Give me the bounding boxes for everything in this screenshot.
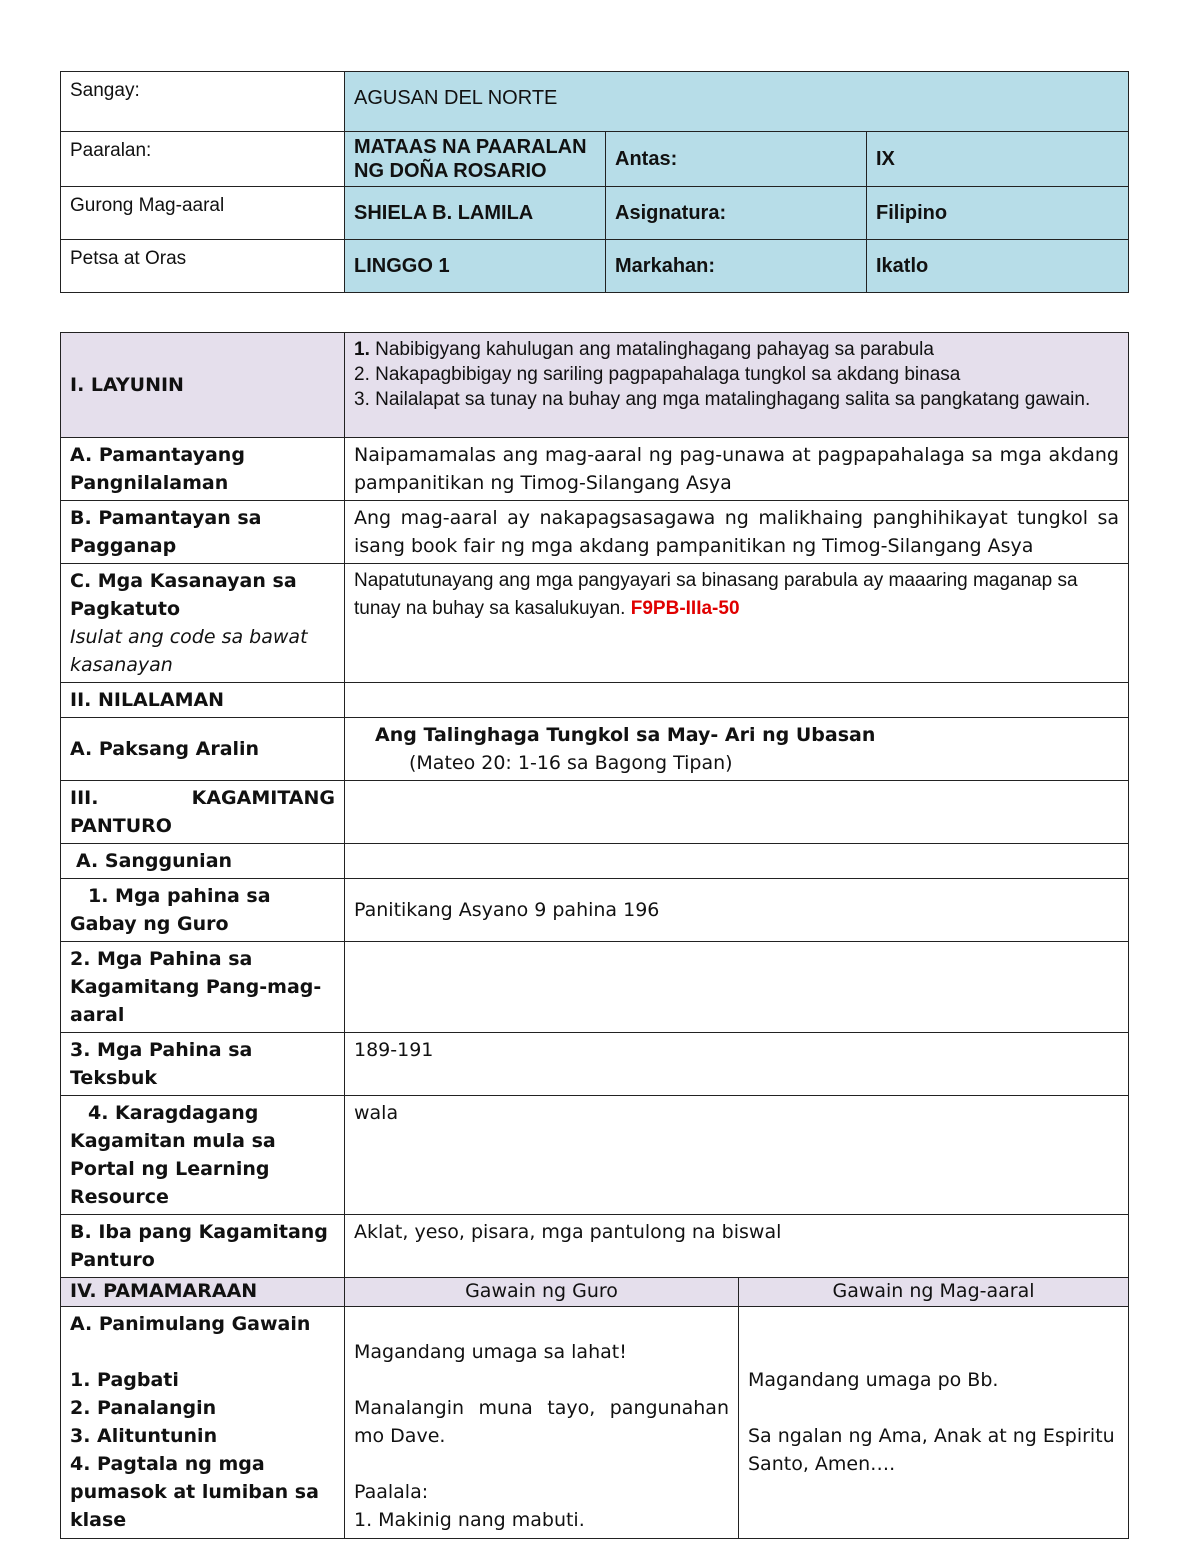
- markahan-value: Ikatlo: [867, 240, 1129, 293]
- panimulang-gawain-label: A. Panimulang Gawain: [70, 1313, 311, 1335]
- objective-3: 3. Nailalapat sa tunay na buhay ang mga matalinghagang salita sa pangkatang gawain.: [354, 389, 1091, 410]
- lesson-plan-table: [60, 332, 1129, 1539]
- mag-aaral-column-header: Gawain ng Mag-aaral: [739, 1278, 1129, 1307]
- student-prayer: Sa ngalan ng Ama, Anak at ng Espiritu Santo, Amen….: [748, 1425, 1115, 1475]
- header-info-table: [60, 71, 1129, 293]
- guro-activity-cell: [345, 1307, 739, 1539]
- empty-cell: [345, 683, 1129, 718]
- iba-pang-label: B. Iba pang Kagamitang Panturo: [61, 1215, 345, 1278]
- kagamitan-label: III. KAGAMITANG PANTURO: [61, 781, 345, 844]
- sanggunian-label: A. Sanggunian: [61, 844, 345, 879]
- table-row: [61, 438, 1129, 501]
- table-row: [61, 781, 1129, 844]
- objective-1: 1. Nabibigyang kahulugan ang matalinghagang pahayag sa parabula: [354, 339, 934, 360]
- paksang-aralin-ref: (Mateo 20: 1-16 sa Bagong Tipan): [409, 752, 733, 774]
- teksbuk-label: 3. Mga Pahina sa Teksbuk: [61, 1033, 345, 1096]
- antas-label: Antas:: [606, 132, 867, 187]
- layunin-objectives: [345, 333, 1129, 438]
- kasanayan-value-cell: [345, 564, 1129, 683]
- guro-greeting: Magandang umaga sa lahat!: [354, 1341, 627, 1363]
- kasanayan-note: Isulat ang code sa bawat kasanayan: [70, 626, 308, 676]
- markahan-label: Markahan:: [606, 240, 867, 293]
- empty-cell: [345, 781, 1129, 844]
- table-row: [61, 844, 1129, 879]
- table-row: [61, 1307, 1129, 1539]
- antas-value: IX: [867, 132, 1129, 187]
- objective-2: 2. Nakapagbibigay ng sariling pagpapahalaga tungkol sa akdang binasa: [354, 364, 961, 385]
- panimulang-gawain-cell: [61, 1307, 345, 1539]
- table-row: [61, 1215, 1129, 1278]
- iba-pang-value: Aklat, yeso, pisara, mga pantulong na biswal: [345, 1215, 1129, 1278]
- petsa-label: Petsa at Oras: [61, 240, 345, 293]
- kagamitang-mag-aaral-label: 2. Mga Pahina sa Kagamitang Pang-mag-aaral: [61, 942, 345, 1033]
- pamantayang-pangnilalaman-value: Naipamamalas ang mag-aaral ng pag-unawa at pagpapahalaga sa mga akdang pampanitikan ng Timog-Silangang Asya: [345, 438, 1129, 501]
- pamantayang-pangnilalaman-label: A. Pamantayang Pangnilalaman: [61, 438, 345, 501]
- student-activity-cell: [739, 1307, 1129, 1539]
- nilalaman-label: II. NILALAMAN: [61, 683, 345, 718]
- layunin-label: I. LAYUNIN: [61, 333, 345, 438]
- paksang-aralin-label: A. Paksang Aralin: [61, 718, 345, 781]
- student-greeting: Magandang umaga po Bb.: [748, 1369, 999, 1391]
- guro-column-header: Gawain ng Guro: [345, 1278, 739, 1307]
- karagdagang-value: wala: [345, 1096, 1129, 1215]
- paksang-aralin-title: Ang Talinghaga Tungkol sa May- Ari ng Ubasan: [375, 724, 876, 746]
- asignatura-value: Filipino: [867, 187, 1129, 240]
- kasanayan-label-cell: [61, 564, 345, 683]
- kagamitang-mag-aaral-value: [345, 942, 1129, 1033]
- step-2: 2. Panalangin: [70, 1397, 217, 1419]
- paaralan-value: MATAAS NA PAARALAN NG DOÑA ROSARIO: [345, 132, 606, 187]
- guro-label: Gurong Mag-aaral: [61, 187, 345, 240]
- guro-prayer: Manalangin muna tayo, pangunahan mo Dave.: [354, 1397, 729, 1447]
- pamantayan-pagganap-label: B. Pamantayan sa Pagganap: [61, 501, 345, 564]
- teksbuk-value: 189-191: [345, 1033, 1129, 1096]
- petsa-value: LINGGO 1: [345, 240, 606, 293]
- paaralan-label: Paaralan:: [61, 132, 345, 187]
- pamamaraan-label: IV. PAMAMARAAN: [61, 1278, 345, 1307]
- step-1: 1. Pagbati: [70, 1369, 179, 1391]
- sangay-label: Sangay:: [61, 72, 345, 132]
- guro-rule-1: 1. Makinig nang mabuti.: [354, 1509, 585, 1531]
- table-row: [61, 1278, 1129, 1307]
- table-row: [61, 942, 1129, 1033]
- table-row: [61, 1096, 1129, 1215]
- table-row: [61, 1033, 1129, 1096]
- gabay-guro-label: 1. Mga pahina sa Gabay ng Guro: [61, 879, 345, 942]
- kasanayan-value: Napatutunayang ang mga pangyayari sa binasang parabula ay maaaring maganap sa tunay na buhay sa kasalukuyan.: [354, 570, 1078, 619]
- pamantayan-pagganap-value: Ang mag-aaral ay nakapagsasagawa ng malikhaing panghihikayat tungkol sa isang book fair ng mga akdang pampanitikan ng Timog-Silangang Asya: [345, 501, 1129, 564]
- paksang-aralin-cell: [345, 718, 1129, 781]
- guro-value: SHIELA B. LAMILA: [345, 187, 606, 240]
- karagdagang-label: 4. Karagdagang Kagamitan mula sa Portal ng Learning Resource: [61, 1096, 345, 1215]
- kasanayan-code: F9PB-IIIa-50: [630, 598, 740, 619]
- table-row: [61, 683, 1129, 718]
- table-row: [61, 718, 1129, 781]
- table-row: [61, 879, 1129, 942]
- table-row: [61, 333, 1129, 438]
- gabay-guro-value: Panitikang Asyano 9 pahina 196: [345, 879, 1129, 942]
- sangay-value: AGUSAN DEL NORTE: [345, 72, 1129, 132]
- kasanayan-label: C. Mga Kasanayan sa Pagkatuto: [70, 570, 297, 620]
- table-row: [61, 564, 1129, 683]
- empty-cell: [345, 844, 1129, 879]
- table-row: [61, 501, 1129, 564]
- asignatura-label: Asignatura:: [606, 187, 867, 240]
- step-4: 4. Pagtala ng mga pumasok at lumiban sa klase: [70, 1453, 319, 1531]
- step-3: 3. Alituntunin: [70, 1425, 218, 1447]
- guro-paalala: Paalala:: [354, 1481, 429, 1503]
